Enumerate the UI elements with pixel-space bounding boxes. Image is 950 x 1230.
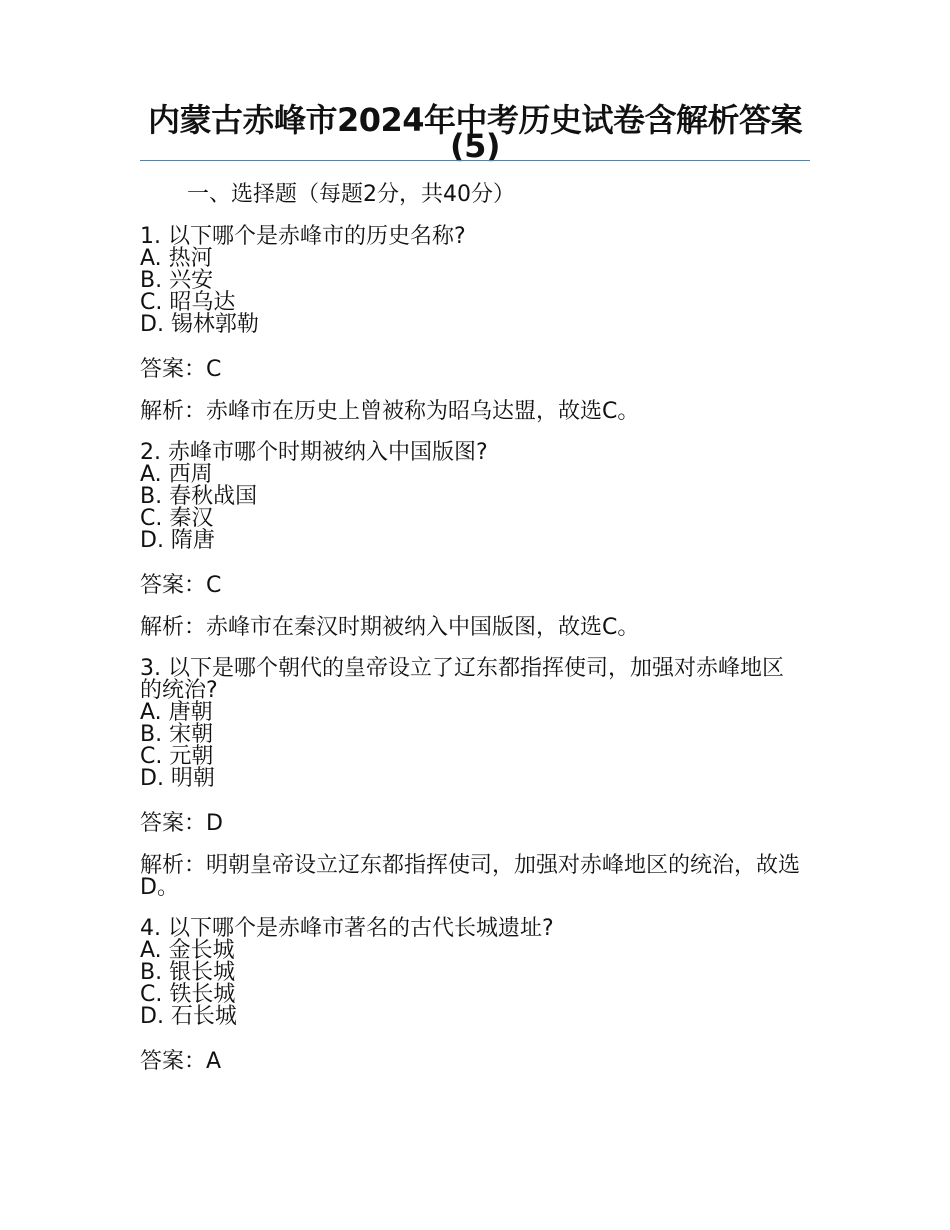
option-d: D. 石长城 [140,1004,237,1029]
option-c: C. 元朝 [140,744,214,769]
question-text: 4. 以下哪个是赤峰市著名的古代长城遗址? [140,916,554,941]
answer-text: 答案：C [140,573,222,598]
document-title: 内蒙古赤峰市2024年中考历史试卷含解析答案(5) [147,101,803,165]
option-a: A. 唐朝 [140,700,213,725]
question-1 [140,226,800,423]
explanation-text: 解析：赤峰市在秦汉时期被纳入中国版图，故选C。 [140,615,640,640]
option-c: C. 铁长城 [140,982,236,1007]
option-b: B. 银长城 [140,960,236,985]
option-b: B. 兴安 [140,268,214,293]
option-a: A. 金长城 [140,938,235,963]
option-d: D. 隋唐 [140,528,215,553]
question-4 [140,918,800,1076]
option-a: A. 热河 [140,246,213,271]
explanation-text: 解析：赤峰市在历史上曾被称为昭乌达盟，故选C。 [140,399,640,424]
question-text: 1. 以下哪个是赤峰市的历史名称? [140,224,466,249]
option-c: C. 昭乌达 [140,290,236,315]
answer-text: 答案：A [140,1049,222,1074]
question-2 [140,442,800,639]
option-b: B. 春秋战国 [140,484,258,509]
option-a: A. 西周 [140,462,213,487]
question-3 [140,658,800,899]
question-text: 3. 以下是哪个朝代的皇帝设立了辽东都指挥使司，加强对赤峰地区的统治? [140,656,784,703]
answer-text: 答案：C [140,357,222,382]
option-b: B. 宋朝 [140,722,214,747]
question-list [140,226,800,1076]
answer-text: 答案：D [140,811,223,836]
section-heading: 一、选择题（每题2分，共40分） [187,182,515,207]
option-d: D. 锡林郭勒 [140,312,259,337]
question-text: 2. 赤峰市哪个时期被纳入中国版图? [140,440,488,465]
option-c: C. 秦汉 [140,506,214,531]
option-d: D. 明朝 [140,766,215,791]
explanation-text: 解析：明朝皇帝设立辽东都指挥使司，加强对赤峰地区的统治，故选D。 [140,853,801,900]
title-underline [140,160,810,161]
